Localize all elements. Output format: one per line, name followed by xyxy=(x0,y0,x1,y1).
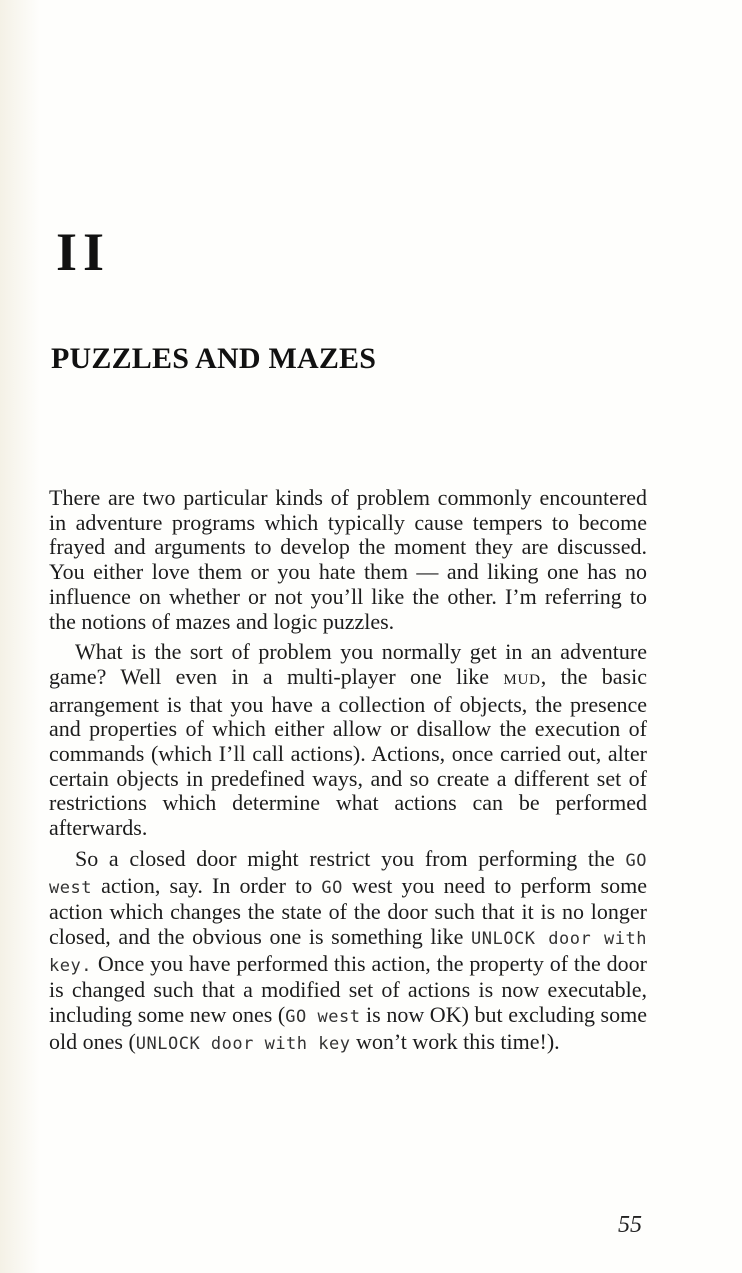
code-go-west: GO west xyxy=(49,850,647,898)
paragraph-1-text: There are two particular kinds of problem commonly encountered in adventure programs which typically cause tempers to become frayed and arguments to develop the moment they are discussed. You either love them or you hate them — and liking one has no influence on whether or not you’ll like the other. I’m referring to the notions of mazes and logic puzzles. xyxy=(49,485,647,634)
code-unlock-door: UNLOCK door with key. xyxy=(49,928,647,976)
body-text xyxy=(49,486,647,1056)
paragraph-3-text-d: Once you have performed this action, the property of the door is changed such that a modified set of actions is now executable, including some new ones ( xyxy=(49,950,647,1028)
code-go: GO xyxy=(321,877,343,898)
mud-smallcaps: MUD xyxy=(503,671,541,688)
paragraph-3-text-a: So a closed door might restrict you from performing the xyxy=(75,845,626,871)
code-unlock-door-2: UNLOCK door with key xyxy=(135,1033,351,1054)
page-number: 55 xyxy=(618,1212,642,1238)
chapter-number: II xyxy=(56,222,111,282)
paragraph-3-text-c: west you need to perform some action which changes the state of the door such that it is no longer closed, and the obvious one is something like xyxy=(49,872,647,949)
code-go-west-2: GO west xyxy=(285,1007,361,1028)
paragraph-3-text-f: won’t work this time!). xyxy=(350,1028,560,1054)
paragraph-2 xyxy=(49,640,647,841)
paragraph-3 xyxy=(49,847,647,1057)
chapter-title: PUZZLES AND MAZES xyxy=(51,342,377,375)
paragraph-1 xyxy=(49,486,647,634)
paragraph-3-text-e: is now OK) but excluding some old ones ( xyxy=(49,1002,647,1054)
paragraph-3-text-b: action, say. In order to xyxy=(91,872,322,898)
paragraph-2-text-b: , the basic arrangement is that you have a collection of objects, the presence and properties of which either allow or disallow the execution of commands (which I’ll call actions). Actions, once carried out, alter certain objects in predefined ways, and so create a different set of restrictions which determine what actions can be performed afterwards. xyxy=(49,663,647,841)
paragraph-2-text-a: What is the sort of problem you normally get in an adventure game? Well even in a multi-player one like xyxy=(49,639,647,689)
